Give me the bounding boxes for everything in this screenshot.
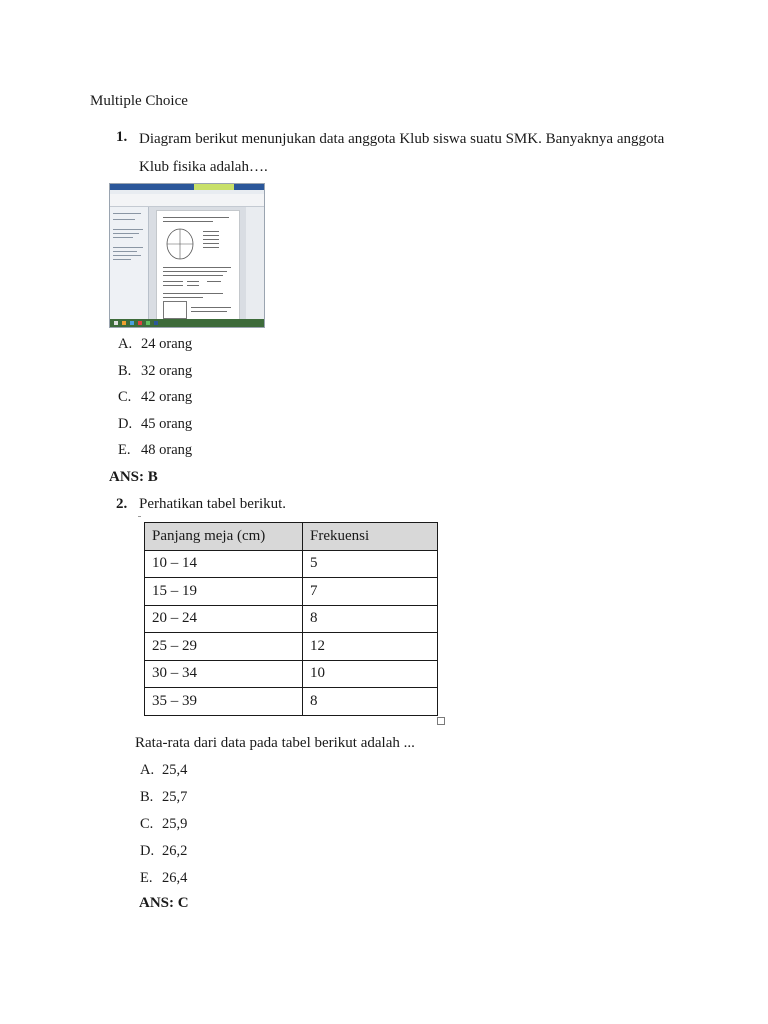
frequency-table	[144, 522, 438, 716]
table-cell-range: 20 – 24	[145, 605, 303, 633]
table-cell-frequency: 8	[303, 688, 438, 716]
question-1-text-line2: Klub fisika adalah….	[139, 159, 268, 175]
q2-option-a-letter: A.	[140, 762, 155, 778]
table-resize-handle[interactable]	[437, 717, 445, 725]
table-cell-range: 30 – 34	[145, 660, 303, 688]
q1-option-b-letter: B.	[118, 363, 132, 379]
table-anchor-mark	[138, 516, 141, 517]
table-cell-range: 35 – 39	[145, 688, 303, 716]
table-cell-range: 15 – 19	[145, 578, 303, 606]
table-row	[145, 578, 438, 606]
q1-option-d-letter: D.	[118, 416, 133, 432]
table-row	[145, 633, 438, 661]
q2-option-d-letter: D.	[140, 843, 155, 859]
table-cell-frequency: 10	[303, 660, 438, 688]
q2-option-c-letter: C.	[140, 816, 154, 832]
q1-option-a-text: 24 orang	[141, 336, 193, 352]
q1-option-e-text: 48 orang	[141, 442, 193, 458]
q2-option-e-letter: E.	[140, 870, 153, 886]
q2-option-e-text: 26,4	[162, 870, 188, 886]
q2-option-b-letter: B.	[140, 789, 154, 805]
q1-option-b-text: 32 orang	[141, 363, 193, 379]
question-2-answer: ANS: C	[139, 895, 189, 911]
table-cell-range: 25 – 29	[145, 633, 303, 661]
q1-option-d-text: 45 orang	[141, 416, 193, 432]
question-2-number: 2.	[116, 496, 128, 512]
table-cell-frequency: 8	[303, 605, 438, 633]
table-cell-frequency: 7	[303, 578, 438, 606]
table-header-frequency: Frekuensi	[303, 523, 438, 551]
q1-option-c-letter: C.	[118, 389, 132, 405]
question-2-text: Perhatikan tabel berikut.	[139, 496, 287, 512]
question-1-number: 1.	[116, 129, 128, 145]
q2-option-b-text: 25,7	[162, 789, 188, 805]
q2-option-d-text: 26,2	[162, 843, 188, 859]
q1-option-a-letter: A.	[118, 336, 133, 352]
q2-option-c-text: 25,9	[162, 816, 188, 832]
table-row	[145, 550, 438, 578]
question-2-prompt: Rata-rata dari data pada tabel berikut adalah ...	[135, 735, 415, 751]
table-row	[145, 688, 438, 716]
table-cell-range: 10 – 14	[145, 550, 303, 578]
table-row	[145, 660, 438, 688]
q2-option-a-text: 25,4	[162, 762, 188, 778]
table-cell-frequency: 5	[303, 550, 438, 578]
table-header-row	[145, 523, 438, 551]
question-1-answer: ANS: B	[109, 469, 158, 485]
table-row	[145, 605, 438, 633]
table-header-length: Panjang meja (cm)	[145, 523, 303, 551]
question-1-diagram-screenshot	[109, 183, 265, 328]
q1-option-e-letter: E.	[118, 442, 131, 458]
table-cell-frequency: 12	[303, 633, 438, 661]
q1-option-c-text: 42 orang	[141, 389, 193, 405]
question-1-text-line1: Diagram berikut menunjukan data anggota Klub siswa suatu SMK. Banyaknya anggota	[139, 131, 665, 147]
section-title: Multiple Choice	[90, 93, 188, 109]
